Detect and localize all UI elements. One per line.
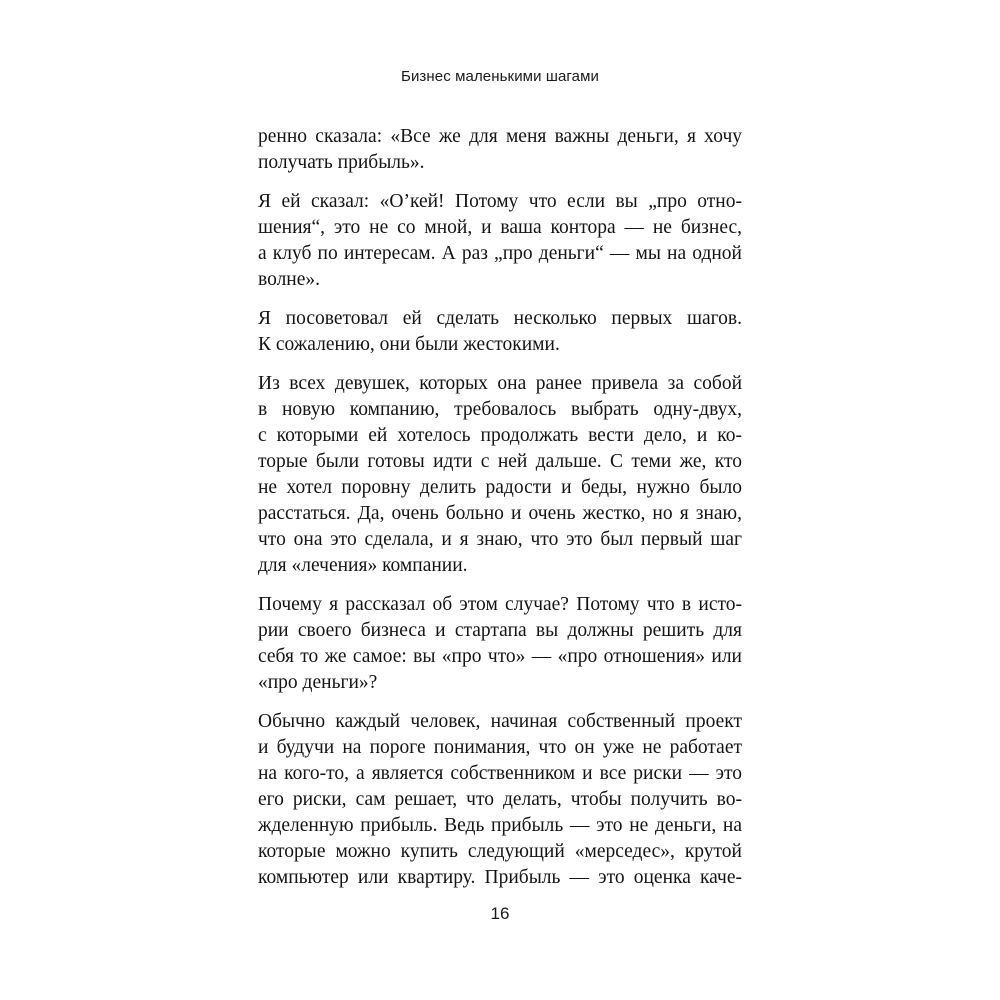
- paragraph: [258, 371, 742, 579]
- text-line: волне».: [258, 269, 321, 290]
- text-line: на кого-то, а является собственником и все риски — это: [258, 763, 742, 784]
- text-line: компьютер или квартиру. Прибыль — это оценка каче-: [258, 867, 742, 888]
- text-line: Обычно каждый человек, начиная собственный проект: [258, 711, 742, 732]
- text-line: рии своего бизнеса и стартапа вы должны решить для: [258, 620, 742, 641]
- text-line: что она это сделала, и я знаю, что это был первый шаг: [258, 529, 742, 550]
- text-line: получать прибыль».: [258, 152, 425, 173]
- paragraph: [258, 306, 742, 358]
- body-text: [258, 124, 742, 891]
- page-number: 16: [490, 904, 510, 923]
- paragraph: [258, 709, 742, 891]
- text-line: ренно сказала: «Все же для меня важны деньги, я хочу: [258, 126, 742, 147]
- text-line: Я ей сказал: «О’кей! Потому что если вы „про отно-: [258, 191, 742, 212]
- text-line: К сожалению, они были жестокими.: [258, 334, 560, 355]
- text-line: с которыми ей хотелось продолжать вести дело, и ко-: [258, 425, 742, 446]
- text-line: и будучи на пороге понимания, что он уже не работает: [258, 737, 742, 758]
- text-line: которые можно купить следующий «мерседес», крутой: [258, 841, 742, 862]
- text-line: в новую компанию, требовалось выбрать одну-двух,: [258, 399, 742, 420]
- text-line: Почему я рассказал об этом случае? Потому что в исто-: [258, 594, 742, 615]
- paragraph: [258, 189, 742, 293]
- text-line: жделенную прибыль. Ведь прибыль — это не деньги, на: [258, 815, 742, 836]
- paragraph: [258, 592, 742, 696]
- text-line: себя то же самое: вы «про что» — «про отношения» или: [258, 646, 742, 667]
- text-line: Из всех девушек, которых она ранее привела за собой: [258, 373, 742, 394]
- running-header: Бизнес маленькими шагами: [401, 68, 599, 85]
- text-line: шения“, это не со мной, и ваша контора — не бизнес,: [258, 217, 742, 238]
- text-line: его риски, сам решает, что делать, чтобы получить во-: [258, 789, 742, 810]
- text-line: расстаться. Да, очень больно и очень жестко, но я знаю,: [258, 503, 742, 524]
- text-line: не хотел поровну делить радости и беды, нужно было: [258, 477, 742, 498]
- text-line: а клуб по интересам. А раз „про деньги“ — мы на одной: [258, 243, 742, 264]
- text-line: торые были готовы идти с ней дальше. С теми же, кто: [258, 451, 742, 472]
- text-line: для «лечения» компании.: [258, 555, 468, 576]
- paragraph: [258, 124, 742, 176]
- text-line: «про деньги»?: [258, 672, 378, 693]
- text-line: Я посоветовал ей сделать несколько первых шагов.: [258, 308, 742, 329]
